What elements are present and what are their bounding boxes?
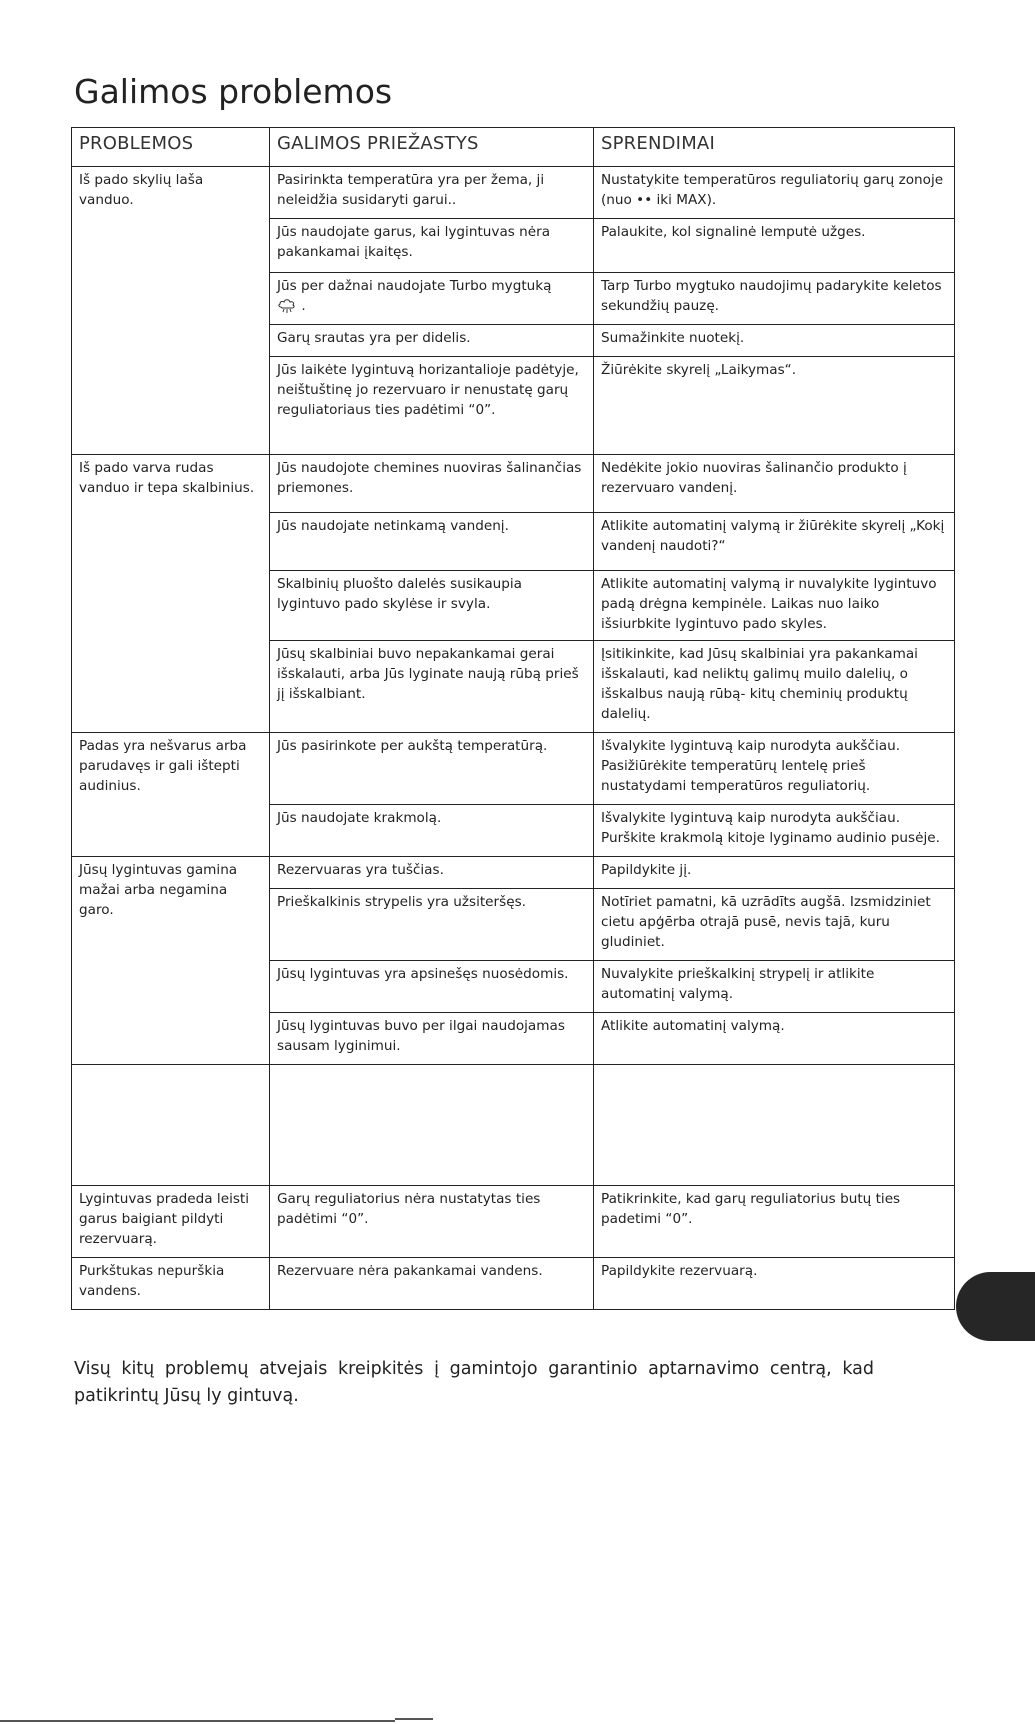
table-row xyxy=(72,167,955,219)
solution-cell xyxy=(594,1065,955,1186)
cause-cell: Pasirinkta temperatūra yra per žema, ji neleidžia susidaryti garui.. xyxy=(270,167,594,219)
solution-cell: Tarp Turbo mygtuko naudojimų padarykite keletos sekundžių pauzę. xyxy=(594,273,955,325)
cause-cell: Rezervuare nėra pakankamai vandens. xyxy=(270,1258,594,1310)
solution-cell: Papildykite rezervuarą. xyxy=(594,1258,955,1310)
table-row xyxy=(72,1186,955,1258)
cause-cell: Jūs laikėte lygintuvą horizantalioje padėtyje, neištuštinę jo rezervuaro ir nenustatę garų reguliatoriaus ties padėtimi “0”. xyxy=(270,357,594,455)
problem-cell: Lygintuvas pradeda leisti garus baigiant pildyti rezervuarą. xyxy=(72,1186,270,1258)
solution-cell: Papildykite jį. xyxy=(594,857,955,889)
cause-suffix: . xyxy=(301,298,306,314)
problem-cell: Iš pado varva rudas vanduo ir tepa skalbinius. xyxy=(72,455,270,733)
solution-cell: Atlikite automatinį valymą ir nuvalykite lygintuvo padą drėgna kempinėle. Laikas nuo laiko išsiurbkite lygintuvo pado skyles. xyxy=(594,571,955,641)
solution-cell: Sumažinkite nuotekį. xyxy=(594,325,955,357)
cause-cell: Prieškalkinis strypelis yra užsiteršęs. xyxy=(270,889,594,961)
cause-cell: Jūs pasirinkote per aukštą temperatūrą. xyxy=(270,733,594,805)
solution-cell: Įsitikinkite, kad Jūsų skalbiniai yra pakankamai išskalauti, kad neliktų galimų muilo dalelių, o išskalbus naują rūbą- kitų cheminių produktų dalelių. xyxy=(594,641,955,733)
solution-cell: Patikrinkite, kad garų reguliatorius butų ties padetimi “0”. xyxy=(594,1186,955,1258)
troubleshooting-table xyxy=(71,127,955,1310)
cause-cell: Jūsų lygintuvas buvo per ilgai naudojamas sausam lyginimui. xyxy=(270,1013,594,1065)
solution-cell: Atlikite automatinį valymą. xyxy=(594,1013,955,1065)
solution-cell: Atlikite automatinį valymą ir žiūrėkite skyrelį „Kokį vandenį naudoti?“ xyxy=(594,513,955,571)
page-title: Galimos problemos xyxy=(74,72,393,111)
footer-note: Visų kitų problemų atvejais kreipkitės į gamintojo garantinio aptarnavimo centrą, kad patikrintų Jūsų ly gintuvą. xyxy=(74,1359,874,1406)
problem-cell: Padas yra nešvarus arba parudavęs ir gali ištepti audinius. xyxy=(72,733,270,857)
bottom-rule xyxy=(0,1720,395,1722)
cause-cell: Rezervuaras yra tuščias. xyxy=(270,857,594,889)
solution-cell: Palaukite, kol signalinė lemputė užges. xyxy=(594,219,955,273)
cause-cell: Jūs naudojate garus, kai lygintuvas nėra pakankamai įkaitęs. xyxy=(270,219,594,273)
table-row xyxy=(72,733,955,805)
solution-cell: Žiūrėkite skyrelį „Laikymas“. xyxy=(594,357,955,455)
solution-cell: Išvalykite lygintuvą kaip nurodyta aukščiau. Pasižiūrėkite temperatūrų lentelę prieš nustatydami temperatūros reguliatorių. xyxy=(594,733,955,805)
problem-cell: Jūsų lygintuvas gamina mažai arba negamina garo. xyxy=(72,857,270,1065)
solution-cell: Notīriet pamatni, kā uzrādīts augšā. Izsmidziniet cietu apģērba otrajā pusē, nevis tajā, kuru gludiniet. xyxy=(594,889,955,961)
cause-cell: Jūsų skalbiniai buvo nepakankamai gerai išskalauti, arba Jūs lyginate naują rūbą prieš jį išskalbiant. xyxy=(270,641,594,733)
cause-cell: Garų reguliatorius nėra nustatytas ties padėtimi “0”. xyxy=(270,1186,594,1258)
solution-cell: Nuvalykite prieškalkinį strypelį ir atlikite automatinį valymą. xyxy=(594,961,955,1013)
problem-cell: Purkštukas nepurškia vandens. xyxy=(72,1258,270,1310)
solution-cell: Nustatykite temperatūros reguliatorių garų zonoje (nuo •• iki MAX). xyxy=(594,167,955,219)
cause-cell: Skalbinių pluošto dalelės susikaupia lygintuvo pado skylėse ir svyla. xyxy=(270,571,594,641)
cause-cell: Jūsų lygintuvas yra apsinešęs nuosėdomis. xyxy=(270,961,594,1013)
header-solutions: SPRENDIMAI xyxy=(594,128,955,167)
table-row xyxy=(72,1065,955,1186)
cause-cell: Garų srautas yra per didelis. xyxy=(270,325,594,357)
section-tab-marker xyxy=(956,1272,1035,1341)
steam-burst-icon xyxy=(277,298,297,314)
header-problems: PROBLEMOS xyxy=(72,128,270,167)
cause-text: Jūs per dažnai naudojate Turbo mygtuką xyxy=(277,278,552,294)
solution-cell: Išvalykite lygintuvą kaip nurodyta aukščiau. Purškite krakmolą kitoje lyginamo audinio pusėje. xyxy=(594,805,955,857)
table-row xyxy=(72,455,955,513)
cause-cell xyxy=(270,1065,594,1186)
bottom-rule-segment xyxy=(395,1718,433,1720)
solution-cell: Nedėkite jokio nuoviras šalinančio produkto į rezervuaro vandenį. xyxy=(594,455,955,513)
cause-cell: Jūs naudojote chemines nuoviras šalinančias priemones. xyxy=(270,455,594,513)
problem-cell xyxy=(72,1065,270,1186)
table-row xyxy=(72,1258,955,1310)
table-row xyxy=(72,857,955,889)
cause-cell: Jūs naudojate netinkamą vandenį. xyxy=(270,513,594,571)
header-causes: GALIMOS PRIEŽASTYS xyxy=(270,128,594,167)
cause-cell: Jūs naudojate krakmolą. xyxy=(270,805,594,857)
table-header-row xyxy=(72,128,955,167)
cause-cell xyxy=(270,273,594,325)
problem-cell: Iš pado skylių laša vanduo. xyxy=(72,167,270,455)
